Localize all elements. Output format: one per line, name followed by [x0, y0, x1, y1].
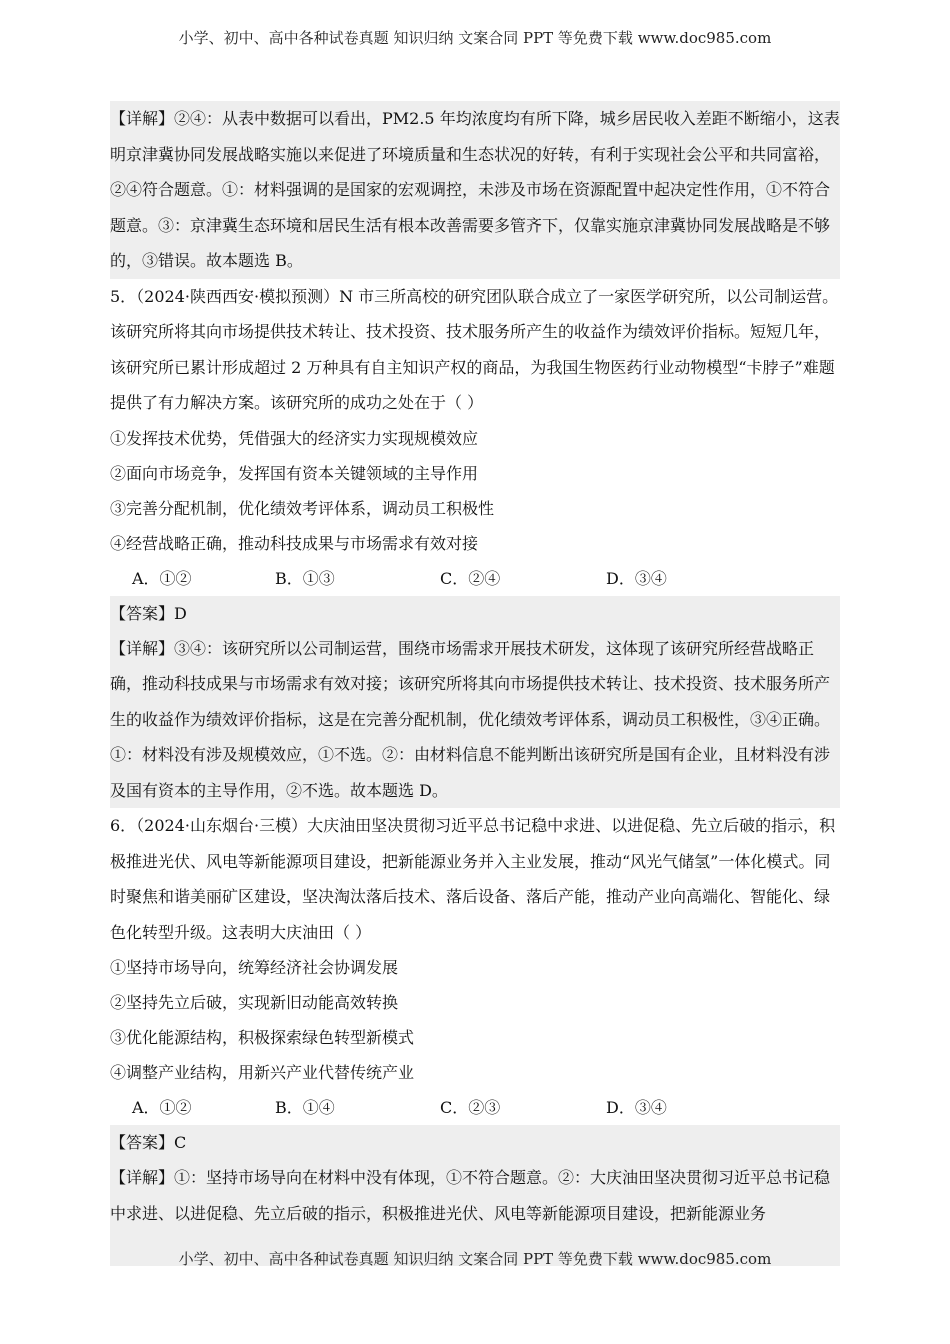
page-header: 小学、初中、高中各种试卷真题 知识归纳 文案合同 PPT 等免费下载 www.doc985.com: [178, 29, 772, 47]
q5-item-3: ③完善分配机制，优化绩效考评体系，调动员工积极性: [110, 498, 495, 518]
answer-value: D: [174, 603, 187, 623]
detail-label: 【详解】: [110, 1168, 175, 1187]
q5-option-c: C．②④: [440, 568, 501, 588]
q5-item-1: ①发挥技术优势，凭借强大的经济实力实现规模效应: [110, 428, 479, 448]
q5-detail: [110, 631, 840, 809]
q6-item-3: ③优化能源结构，积极探索绿色转型新模式: [110, 1028, 415, 1047]
q6-item-4: ④调整产业结构，用新兴产业代替传统产业: [110, 1063, 415, 1082]
document-body: [110, 101, 840, 1266]
question-6-stem: 6．（2024·山东烟台·三模）大庆油田坚决贯彻习近平总书记稳中求进、以进促稳、先立后破的指示，积极推进光伏、风电等新能源项目建设，把新能源业务并入主业发展，推动“风光气储氢”一体化模式。同时聚焦和谐美丽矿区建设，坚决淘汰落后技术、落后设备、落后产能，推动产业向高端化、智能化、绿色化转型升级。这表明大庆油田（ ）: [110, 816, 836, 942]
q5-option-d: D．③④: [606, 568, 667, 588]
q6-item-1: ①坚持市场导向，统筹经济社会协调发展: [110, 958, 399, 977]
q6-answer: [110, 1125, 840, 1160]
detail-label: 【详解】: [110, 109, 175, 128]
q6-detail: [110, 1160, 840, 1231]
q6-option-b: B．①④: [275, 1098, 335, 1117]
prev-detail: [110, 101, 840, 279]
q5-answer: [110, 596, 840, 631]
q5-item-2: ②面向市场竞争，发挥国有资本关键领域的主导作用: [110, 463, 479, 483]
q5-item-4: ④经营战略正确，推动科技成果与市场需求有效对接: [110, 533, 479, 553]
q6-options: [110, 1090, 840, 1125]
detail-text: ③④：该研究所以公司制运营，围绕市场需求开展技术研发，这体现了该研究所经营战略正确，推动科技成果与市场需求有效对接；该研究所将其向市场提供技术转让、技术投资、技术服务所产生的收益作为绩效评价指标，这是在完善分配机制，优化绩效考评体系，调动员工积极性，③④正确。①：材料没有涉及规模效应，①不选。②：由材料信息不能判断出该研究所是国有企业，且材料没有涉及国有资本的主导作用，②不选。故本题选 D。: [110, 638, 831, 800]
answer-label: 【答案】: [110, 1133, 175, 1152]
q6-option-d: D．③④: [606, 1098, 667, 1117]
answer-value: C: [174, 1133, 187, 1152]
detail-text: ②④：从表中数据可以看出，PM2.5 年均浓度均有所下降，城乡居民收入差距不断缩小，这表明京津冀协同发展战略实施以来促进了环境质量和生态状况的好转，有利于实现社会公平和共同富裕，②④符合题意。①：材料强调的是国家的宏观调控，未涉及市场在资源配置中起决定性作用，①不符合题意。③：京津冀生态环境和居民生活有根本改善需要多管齐下，仅靠实施京津冀协同发展战略是不够的，③错误。故本题选 B。: [110, 109, 840, 270]
page-footer: 小学、初中、高中各种试卷真题 知识归纳 文案合同 PPT 等免费下载 www.doc985.com: [178, 1250, 772, 1268]
detail-label: 【详解】: [110, 638, 175, 658]
q5-option-b: B．①③: [275, 568, 335, 588]
answer-label: 【答案】: [110, 603, 175, 623]
question-5-stem: 5．（2024·陕西西安·模拟预测）N 市三所高校的研究团队联合成立了一家医学研究所，以公司制运营。该研究所将其向市场提供技术转让、技术投资、技术服务所产生的收益作为绩效评价指标。短短几年，该研究所已累计形成超过 2 万种具有自主知识产权的商品，为我国生物医药行业动物模型“卡脖子”难题提供了有力解决方案。该研究所的成功之处在于（ ）: [110, 286, 839, 412]
q6-item-2: ②坚持先立后破，实现新旧动能高效转换: [110, 993, 399, 1012]
q6-option-c: C．②③: [440, 1098, 501, 1117]
q5-options: [110, 561, 840, 596]
q5-option-a: A．①②: [132, 568, 192, 588]
q6-option-a: A．①②: [132, 1098, 192, 1117]
detail-text: ①：坚持市场导向在材料中没有体现，①不符合题意。②：大庆油田坚决贯彻习近平总书记稳中求进、以进促稳、先立后破的指示，积极推进光伏、风电等新能源项目建设，把新能源业务: [110, 1168, 831, 1223]
